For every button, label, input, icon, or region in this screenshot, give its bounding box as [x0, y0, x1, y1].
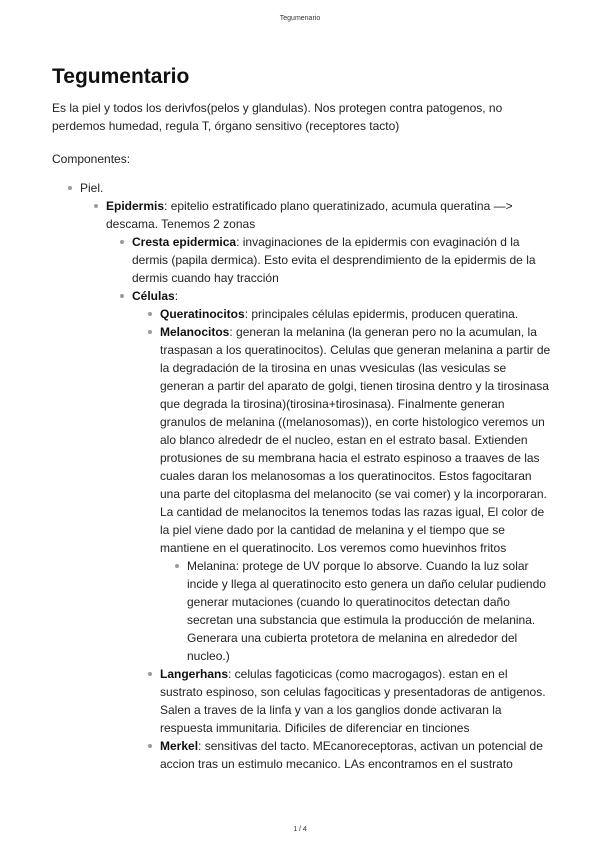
list-item-cresta-epidermica	[132, 233, 552, 287]
celulas-sublist	[132, 305, 552, 773]
langerhans-text: : celulas fagoticicas (como macrogagos). estan en el sustrato espinoso, son celulas fagociticas y presentadoras de antigenos. Salen a traves de la linfa y van a los ganglios donde activaran la respuesta immunitaria. Dificiles de diferenciar en tinciones	[160, 666, 546, 735]
queratinocitos-text: : principales células epidermis, producen queratina.	[244, 306, 519, 321]
langerhans-term: Langerhans	[160, 666, 229, 681]
melanina-text: Melanina: protege de UV porque lo absorve. Cuando la luz solar incide y llega al queratinocito esto genera un daño celular pudiendo generar mutaciones (cuando lo queratinocitos detectan daño secretan una substancia que estimula la producción de melanina. Generara una cubierta protetora de melanina en alrededor del nucleo.)	[187, 558, 546, 663]
list-item-celulas	[132, 287, 552, 773]
intro-paragraph: Es la piel y todos los derivfos(pelos y glandulas). Nos protegen contra patogenos, no perdemos humedad, regula T, órgano sensitivo (receptores tacto)	[52, 101, 503, 133]
melanocitos-sublist	[160, 557, 552, 665]
merkel-text: : sensitivas del tacto. MEcanoreceptoras, activan un potencial de accion tras un estimulo mecanico. LAs encontramos en el sustrato	[160, 738, 543, 771]
components-label: Componentes:	[52, 152, 131, 166]
celulas-term: Células	[132, 288, 175, 303]
cresta-term: Cresta epidermica	[132, 234, 237, 249]
epidermis-term: Epidermis	[106, 198, 165, 213]
list-item-queratinocitos	[160, 305, 552, 323]
celulas-text: :	[174, 288, 179, 303]
epidermis-text: : epitelio estratificado plano queratinizado, acumula queratina —> descama. Tenemos 2 zonas	[106, 198, 513, 231]
list-item-piel	[80, 179, 552, 773]
epidermis-sublist	[106, 233, 552, 773]
page-number: 1 / 4	[293, 826, 307, 833]
list-item-melanocitos	[160, 323, 552, 665]
melanocitos-text: : generan la melanina (la generan pero no la acumulan, la traspasan a los queratinocitos). Celulas que generan melanina a partir de la degradación de la tirosina en unas vvesiculas (las vesiculas se generan a partir del aparato de golgi, tienen tirosina dentro y la tirosinasa que degrada la tirosina)(tirosina+tirosinasa). Finalmente generan granulos de melanina ((melanosomas)), en corte histologico veremos un alo blanco alrededr de el nucleo, estan en el estrato basal. Extienden protusiones de su membrana hacia el estrato espinoso a traaves de las cuales daran los melanosomas a los queratinocitos. Estos fagocitaran una parte del citoplasma del melanocito (se vai comer) y la incorporaran. La cantidad de melanocitos la tenemos todas las razas igual, El color de la piel viene dado por la cantidad de melanina y el tiempo que se mantiene en el queratinocito. Los veremos como huevinhos fritos	[160, 324, 551, 555]
components-list	[52, 179, 552, 773]
piel-label: Piel.	[80, 180, 104, 195]
page-title: Tegumentario	[52, 65, 190, 88]
queratinocitos-term: Queratinocitos	[160, 306, 245, 321]
merkel-term: Merkel	[160, 738, 199, 753]
document-body	[52, 64, 552, 773]
melanocitos-term: Melanocitos	[160, 324, 230, 339]
page-header: Tegumenario	[279, 15, 321, 22]
list-item-melanina	[187, 557, 552, 665]
cresta-text: : invaginaciones de la epidermis con evaginación d la dermis (papila dermica). Esto evita el desprendimiento de la epidermis de la dermis cuando hay tracción	[132, 234, 536, 285]
piel-sublist	[80, 197, 552, 773]
list-item-langerhans	[160, 665, 552, 737]
list-item-epidermis	[106, 197, 552, 773]
list-item-merkel	[160, 737, 552, 773]
